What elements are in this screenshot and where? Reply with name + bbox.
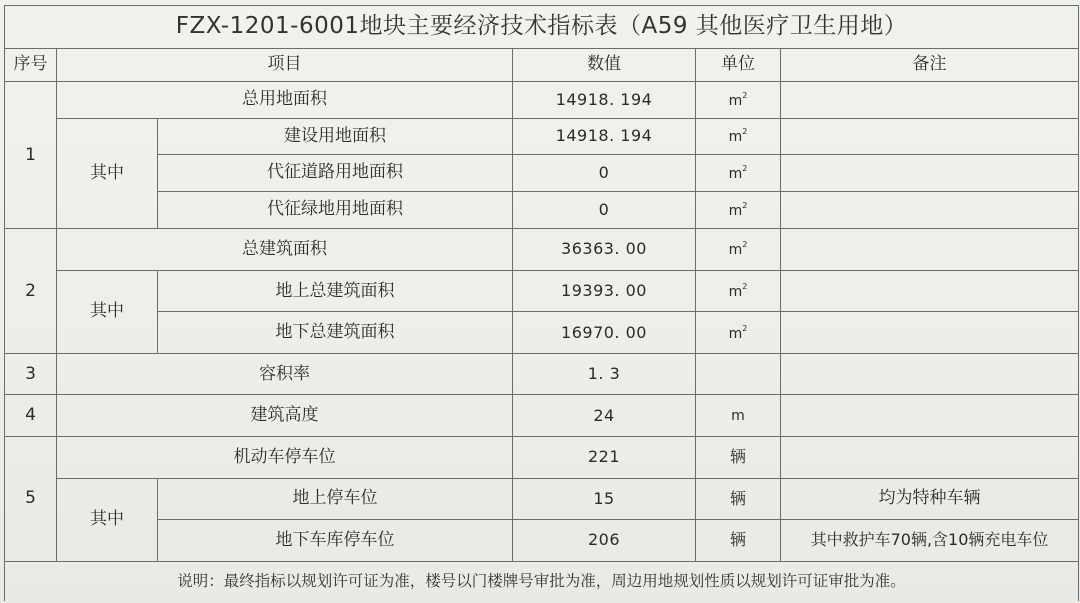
row-item: 建设用地面积	[158, 118, 513, 155]
row-remark: 均为特种车辆	[781, 478, 1079, 520]
row-seq: 5	[5, 437, 57, 562]
row-item: 地下车库停车位	[158, 520, 513, 562]
table-note: 说明：最终指标以规划许可证为准，楼号以门楼牌号审批为准，周边用地规划性质以规划许可证审批为准。	[5, 561, 1079, 601]
row-value: 0	[513, 155, 696, 192]
row-remark	[781, 270, 1079, 312]
row-group-label: 其中	[57, 270, 158, 353]
row-value: 0	[513, 191, 696, 229]
row-value: 15	[513, 478, 696, 520]
table-row	[5, 395, 1079, 437]
row-unit: $m^2$	[696, 312, 781, 354]
row-unit: $m^2$	[696, 155, 781, 192]
table-row	[5, 478, 1079, 520]
row-item: 容积率	[57, 353, 513, 395]
row-unit: $m^2$	[696, 191, 781, 229]
row-value: 221	[513, 437, 696, 479]
header-item: 项目	[57, 48, 513, 81]
row-remark	[781, 191, 1079, 229]
row-remark	[781, 437, 1079, 479]
table-row	[5, 312, 1079, 354]
row-item: 代征道路用地面积	[158, 155, 513, 192]
header-seq: 序号	[5, 48, 57, 81]
row-seq: 3	[5, 353, 57, 395]
row-item: 建筑高度	[57, 395, 513, 437]
row-seq: 2	[5, 229, 57, 354]
row-seq: 1	[5, 82, 57, 229]
row-unit: 辆	[696, 478, 781, 520]
row-unit	[696, 353, 781, 395]
row-item: 地上总建筑面积	[158, 270, 513, 312]
row-unit: 辆	[696, 437, 781, 479]
table-row	[5, 353, 1079, 395]
row-item: 地下总建筑面积	[158, 312, 513, 354]
row-value: 206	[513, 520, 696, 562]
row-item: 地上停车位	[158, 478, 513, 520]
row-unit: $m^2$	[696, 229, 781, 271]
table-row	[5, 155, 1079, 192]
row-unit: 辆	[696, 520, 781, 562]
header-remark: 备注	[781, 48, 1079, 81]
row-value: 36363. 00	[513, 229, 696, 271]
table-row	[5, 520, 1079, 562]
table-row	[5, 118, 1079, 155]
row-remark	[781, 82, 1079, 119]
row-item: 总建筑面积	[57, 229, 513, 271]
table-title: FZX-1201-6001地块主要经济技术指标表（A59 其他医疗卫生用地）	[5, 6, 1079, 49]
row-remark	[781, 353, 1079, 395]
header-value: 数值	[513, 48, 696, 81]
row-remark	[781, 229, 1079, 271]
row-group-label: 其中	[57, 118, 158, 229]
row-item: 代征绿地用地面积	[158, 191, 513, 229]
table-row	[5, 229, 1079, 271]
row-item: 机动车停车位	[57, 437, 513, 479]
header-unit: 单位	[696, 48, 781, 81]
row-value: 14918. 194	[513, 82, 696, 119]
row-group-label: 其中	[57, 478, 158, 561]
row-unit: $m^2$	[696, 270, 781, 312]
row-unit: $m^2$	[696, 118, 781, 155]
table-row	[5, 82, 1079, 119]
row-remark	[781, 395, 1079, 437]
row-seq: 4	[5, 395, 57, 437]
row-value: 16970. 00	[513, 312, 696, 354]
row-remark	[781, 118, 1079, 155]
row-value: 19393. 00	[513, 270, 696, 312]
table-row	[5, 270, 1079, 312]
row-unit: m	[696, 395, 781, 437]
row-remark	[781, 155, 1079, 192]
table-row	[5, 191, 1079, 229]
row-value: 14918. 194	[513, 118, 696, 155]
table-row	[5, 437, 1079, 479]
row-unit: $m^2$	[696, 82, 781, 119]
indicator-table	[4, 5, 1079, 601]
row-value: 24	[513, 395, 696, 437]
row-remark: 其中救护车70辆,含10辆充电车位	[781, 520, 1079, 562]
row-item: 总用地面积	[57, 82, 513, 119]
row-value: 1. 3	[513, 353, 696, 395]
row-remark	[781, 312, 1079, 354]
